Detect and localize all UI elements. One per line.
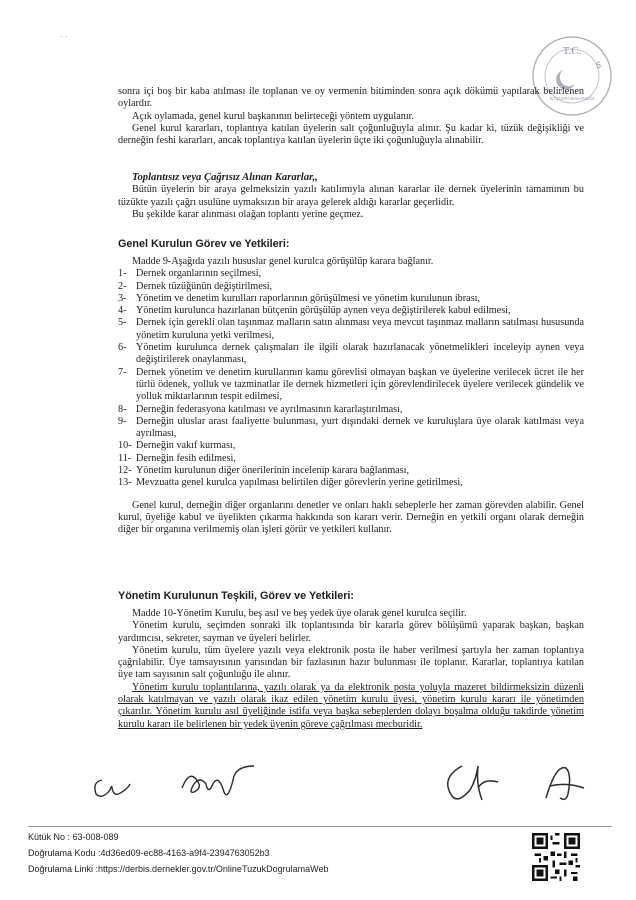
signature-3 (438, 758, 518, 808)
paragraph: Bu şekilde karar alınması olağan toplantı yerine geçmez. (132, 208, 364, 220)
paragraph: Yönetim kurulu, tüm üyelere yazılı veya elektronik posta ile haber verilmesi şartıyla her zaman toplantıya çağrılabilir. Üye tamsayısının yarısından bir fazlasının hazır bulunması ile toplanır. Kararlar, toplantıya katılan üye tam sayısının salt çoğunluğu ile alınır. (118, 644, 584, 681)
signature-1 (88, 758, 148, 808)
list-item: 8- Derneğin federasyona katılması ve ayrılmasının kararlaştırılması, (118, 403, 403, 415)
verification-code: Doğrulama Kodu :4d36ed09-ec88-4163-a9f4-2394763052b3 (28, 848, 270, 858)
verification-link[interactable]: Doğrulama Linki :https://derbis.dernekler.gov.tr/OnlineTuzukDogrulamaWeb (28, 864, 329, 874)
list-item: 9- Derneğin uluslar arası faaliyette bulunması, yurt dışındaki dernek ve kuruluşlara üye olarak katılması veya ayrılması, (118, 415, 584, 440)
list-item: 5- Dernek için gerekli olan taşınmaz malların satın alınması veya mevcut taşınmaz malların satılması hususunda yönetim kuruluna yetki verilmesi, (118, 317, 584, 341)
section-title: Genel Kurulun Görev ve Yetkileri: (118, 238, 290, 250)
paragraph: Bütün üyelerin bir araya gelmeksizin yazılı katılımıyla alınan kararlar ile dernek üyelerinin tamamının bu tüzükte yazılı çağrı usulüne uymaksızın bir araya gelerek aldığı kararlar geçerlidir. (118, 184, 584, 208)
list-item: 7- Dernek yönetim ve denetim kurullarının kamu görevlisi olmayan başkan ve üyelerine verilecek ücret ile her türlü ödenek, yolluk ve tazminatlar ile dernek hizmetleri için görevlendirilecek üyelere verilecek gündelik ve yolluk miktarlarının tespit edilmesi, (118, 366, 584, 403)
board-section (118, 608, 584, 731)
list-item: 12- Yönetim kurulunun diğer önerilerinin incelenip karara bağlanması, (118, 465, 409, 477)
duties-list (118, 268, 584, 489)
list-item: 4- Yönetim kurulunca hazırlanan bütçenin görüşülüp aynen veya değiştirilerek kabul edilmesi, (118, 305, 511, 317)
voting-section (118, 86, 584, 147)
list-item: 3- Yönetim ve denetim kurulları raporlarının görüşülmesi ve yönetim kurulunun ibrası, (118, 292, 481, 304)
footer-divider (28, 826, 612, 827)
section-subtitle: Toplantısız veya Çağrısız Alınan Kararlar,, (132, 172, 318, 183)
decisions-section (118, 172, 584, 221)
section-title: Yönetim Kurulunun Teşkili, Görev ve Yetkileri: (118, 590, 354, 602)
list-item: 10- Derneğin vakıf kurması, (118, 440, 236, 452)
paragraph: Genel kurul, derneğin diğer organlarını denetler ve onları haklı sebeplerle her zaman görevden alabilir. Genel kurul, üyeliğe kabul ve üyelikten çıkarma hakkında son kararı verir. Derneğin en yetkili organı olarak derneğin diğer bir organına verilmemiş olan işleri görür ve yetkileri kullanır. (118, 499, 584, 536)
seal-top-text: T.C. (562, 45, 582, 57)
article-intro: Madde 10-Yönetim Kurulu, beş asıl ve beş yedek üye olarak genel kurulca seçilir. (132, 608, 467, 619)
seal-ring-text: İÇİŞLERİ BAKANLIĞI (549, 96, 595, 101)
list-item: 2- Dernek tüzüğünün değiştirilmesi, (118, 280, 273, 292)
list-item: 13- Mevzuatta genel kurulca yapılması belirtilen diğer görevlerin yerine getirilmesi, (118, 477, 463, 489)
paragraph: sonra içi boş bir kaba atılması ile toplanan ve oy vermenin bitiminden sonra açık dökümü yapılarak belirlenen oylardır. (118, 86, 584, 110)
paragraph: Yönetim kurulu, seçimden sonraki ilk toplantısında bir kararla görev bölüşümü yaparak başkan, başkan yardımcısı, sekreter, sayman ve üyeleri belirler. (118, 620, 584, 644)
qr-code-icon (532, 833, 580, 881)
underlined-paragraph: Yönetim kurulu toplantılarına, yazılı olarak ya da elektronik posta yoluyla mazeret bildirmeksizin düzenli olarak katılmayan ve yazılı olarak ikaz edilen yönetim kurulu üyesi, yönetim kurulu kararı ile yönetimden çıkarılır. Yönetim kurulu asıl üyeliğinde istifa veya başka sebeplerden dolayı boşalma olduğu takdirde yönetim kurulu kararı ile belirlenen bir yedek üyenin göreve çağrılması mecburidir. (118, 681, 584, 730)
kutuk-number: Kütük No : 63-008-089 (28, 832, 119, 842)
list-item: 6- Yönetim kurulunca dernek çalışmaları ile ilgili olarak hazırlanacak yönetmelikleri inceleyip aynen veya değiştirilerek onaylanması, (118, 342, 584, 366)
list-item: 11- Derneğin fesih edilmesi, (118, 452, 236, 464)
seal-number: 6 (596, 60, 602, 70)
general-assembly-section (118, 256, 584, 537)
signature-2 (176, 758, 276, 808)
article-intro: Madde 9-Aşağıda yazılı hususlar genel kurulca görüşülüp karara bağlanır. (132, 256, 434, 267)
paragraph: Genel kurul kararları, toplantıya katılan üyelerin salt çoğunluğuyla alınır. Şu kadar ki, tüzük değişikliği ve derneğin feshi kararları, ancak toplantıya katılan üyelerin üçte iki çoğunluğuyla alınabilir. (118, 122, 584, 147)
scan-mark: ‐ ‐ (60, 32, 68, 41)
paragraph: Açık oylamada, genel kurul başkanının belirteceği yöntem uygulanır. (132, 110, 415, 122)
signature-4 (536, 758, 596, 808)
list-item: 1- Dernek organlarının seçilmesi, (118, 268, 262, 280)
